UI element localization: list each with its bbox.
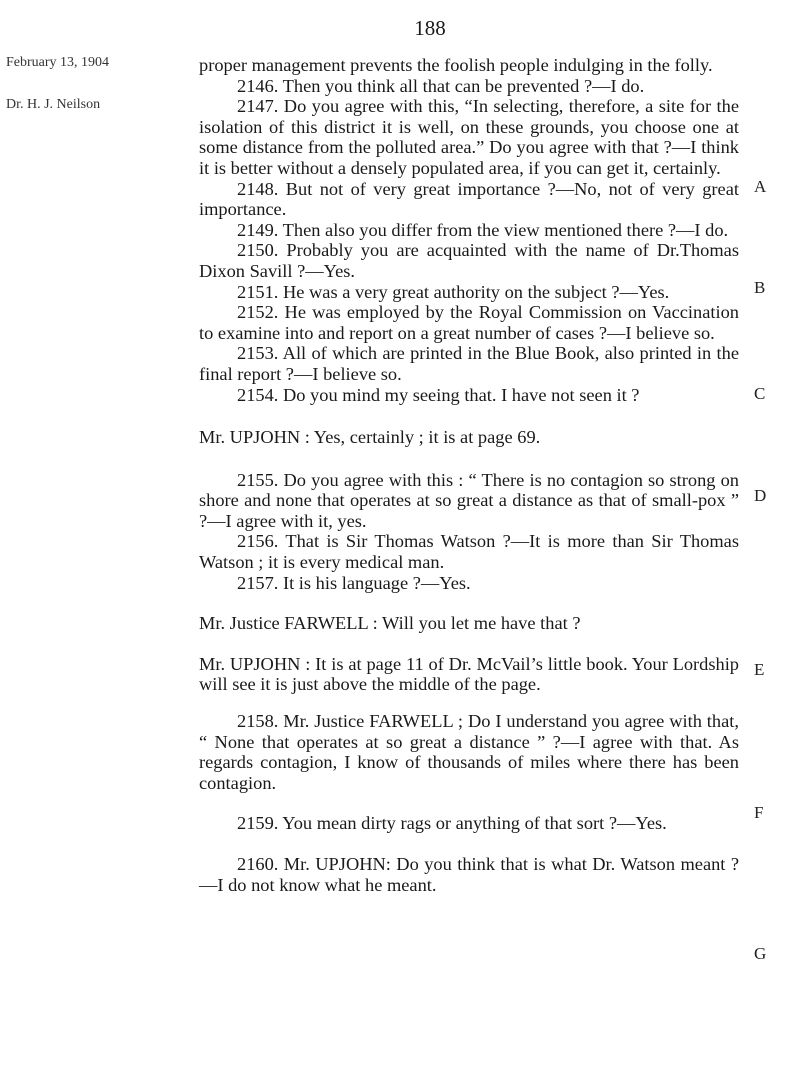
speaker-paragraph: Mr. UPJOHN : Yes, certainly ; it is at page 69. xyxy=(199,427,541,448)
paragraph: 2150. Probably you are acquainted with the name of Dr.Thomas Dixon Savill ?—Yes. xyxy=(199,240,739,281)
paragraph: 2151. He was a very great authority on the subject ?—Yes. xyxy=(237,281,670,302)
paragraph: 2149. Then also you differ from the view mentioned there ?—I do. xyxy=(237,219,729,240)
paragraph: 2158. Mr. Justice FARWELL ; Do I understand you agree with that, “ None that operates at so great a distance ” ?—I agree with that. As regards contagion, I know of thousands of miles where there has been contagion. xyxy=(199,711,739,793)
paragraph: 2156. That is Sir Thomas Watson ?—It is more than Sir Thomas Watson ; it is every medical man. xyxy=(199,531,739,573)
speaker-paragraph: Mr. UPJOHN : It is at page 11 of Dr. McVail’s little book. Your Lordship will see it is just above the middle of the page. xyxy=(199,653,739,695)
side-note-date: February 13, 1904 xyxy=(6,55,110,70)
paragraph: 2153. All of which are printed in the Blue Book, also printed in the final report ?—I believe so. xyxy=(199,343,739,384)
paragraph: 2160. Mr. UPJOHN: Do you think that is what Dr. Watson meant ?—I do not know what he meant. xyxy=(199,854,739,895)
paragraph: 2148. But not of very great importance ?—No, not of very great importance. xyxy=(199,178,739,220)
margin-letter-b: B xyxy=(754,278,766,297)
side-note-witness: Dr. H. J. Neilson xyxy=(6,97,101,112)
margin-letter-d: D xyxy=(754,486,767,505)
margin-letter-a: A xyxy=(754,177,767,196)
paragraph: 2147. Do you agree with this, “In selecting, therefore, a site for the isolation of this district it is well, on these grounds, you choose one at some distance from the polluted area.” Do you agree with that ?—I think it is better without a densely populated area, if you can get it, certainly. xyxy=(199,96,739,178)
body-text xyxy=(199,55,739,895)
paragraph: 2154. Do you mind my seeing that. I have not seen it ? xyxy=(237,384,640,405)
speaker-paragraph: Mr. Justice FARWELL : Will you let me have that ? xyxy=(199,613,581,634)
paragraph: proper management prevents the foolish people indulging in the folly. xyxy=(199,55,713,75)
page-number: 188 xyxy=(414,16,446,40)
margin-letter-e: E xyxy=(754,660,765,679)
margin-letter-f: F xyxy=(754,803,764,822)
paragraph: 2159. You mean dirty rags or anything of that sort ?—Yes. xyxy=(237,813,667,834)
margin-letter-g: G xyxy=(754,944,767,963)
paragraph: 2157. It is his language ?—Yes. xyxy=(237,572,471,593)
paragraph: 2155. Do you agree with this : “ There is no contagion so strong on shore and none that operates at so great a distance as that of small-pox ” ?—I agree with it, yes. xyxy=(199,469,739,531)
margin-letter-c: C xyxy=(754,384,766,403)
paragraph: 2152. He was employed by the Royal Commission on Vaccination to examine into and report on a great number of cases ?—I believe so. xyxy=(199,302,739,343)
paragraph: 2146. Then you think all that can be prevented ?—I do. xyxy=(237,75,645,96)
